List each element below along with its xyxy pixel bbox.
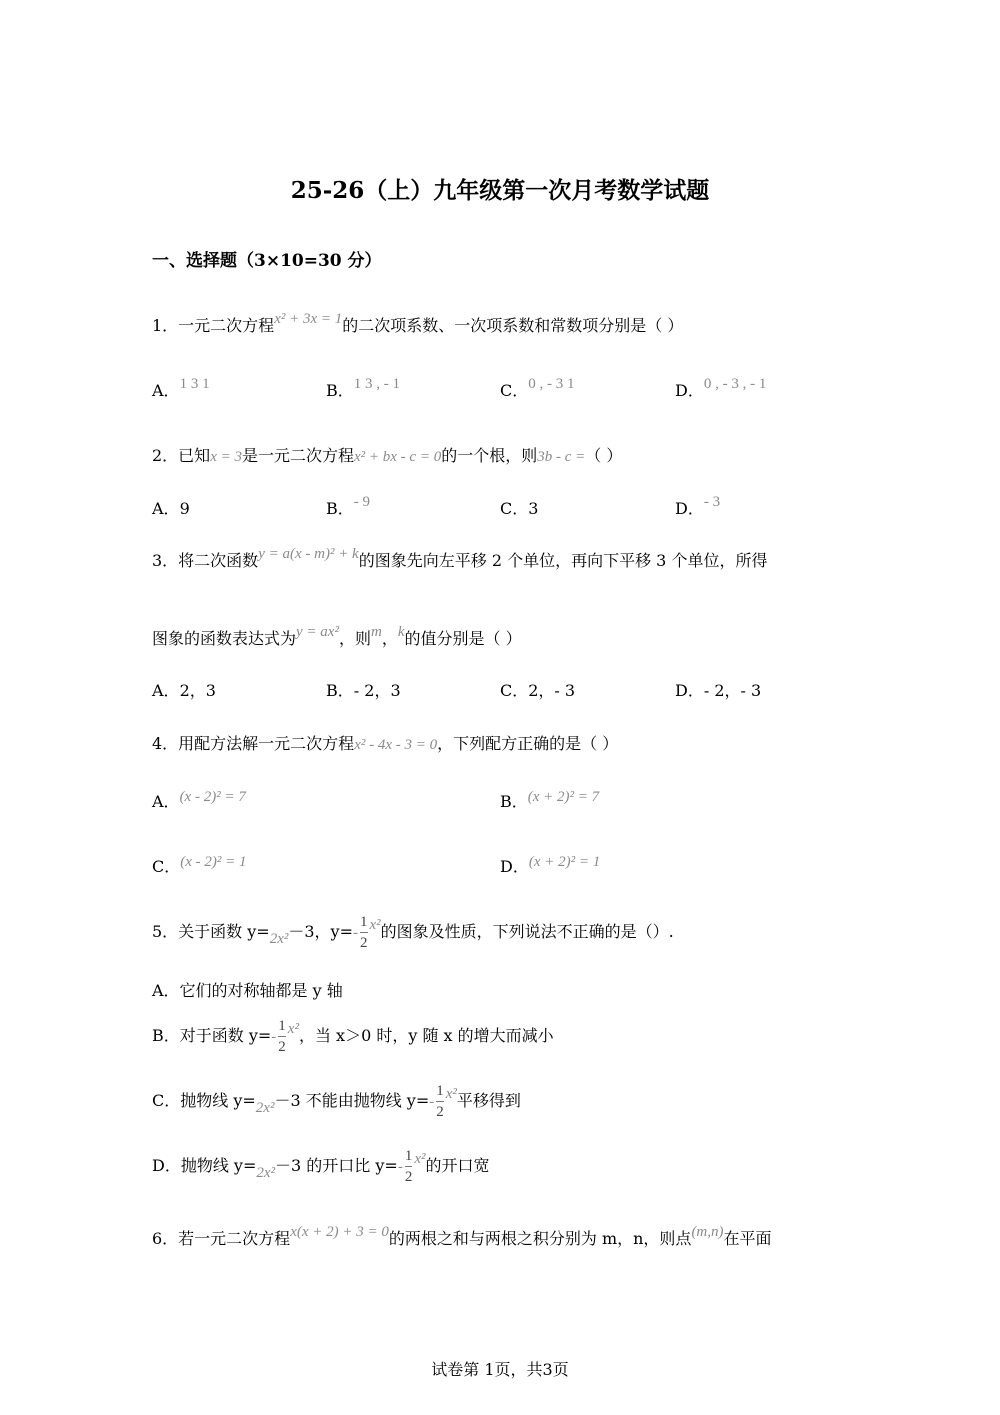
formula: x = 3 — [210, 449, 242, 465]
denominator: 2 — [436, 1104, 444, 1120]
q2-option-a[interactable] — [152, 496, 190, 519]
formula: x² - 4x - 3 = 0 — [354, 737, 438, 753]
formula: 2x² — [269, 931, 289, 947]
option-text: －3 的开口比 y= — [275, 1156, 398, 1175]
q4-option-c[interactable] — [152, 848, 247, 876]
q3-option-d[interactable] — [675, 678, 761, 701]
question-5-stem — [152, 912, 674, 953]
option-text: －3 不能由抛物线 y= — [274, 1091, 430, 1110]
minus-sign: - — [271, 1029, 277, 1045]
q2-option-b[interactable] — [326, 496, 370, 519]
denominator: 2 — [278, 1039, 286, 1055]
question-3-stem-continued — [152, 626, 522, 649]
stem-text: 2．已知 — [152, 446, 211, 465]
option-label: A． — [152, 381, 180, 400]
option-text: B．对于函数 y= — [152, 1026, 272, 1045]
q4-option-a[interactable] — [152, 783, 246, 811]
option-label: C． — [152, 857, 181, 876]
option-label: A． — [152, 792, 180, 811]
q1-option-d[interactable] — [675, 378, 766, 401]
formula: x² — [414, 1151, 426, 1167]
option-value: 1 3 , - 1 — [353, 376, 401, 392]
option-text: ，当 x＞0 时，y 随 x 的增大而减小 — [298, 1026, 554, 1045]
q3-option-c[interactable] — [500, 678, 575, 701]
formula: y = a(x - m)² + k — [258, 546, 359, 562]
formula: x² — [287, 1021, 299, 1037]
option-label: C． — [500, 381, 529, 400]
stem-text: 的图象及性质，下列说法不正确的是（）. — [380, 922, 674, 941]
option-label: D． — [500, 857, 529, 876]
minus-sign: - — [429, 1094, 435, 1110]
q1-option-a[interactable] — [152, 378, 210, 401]
stem-text: 是一元二次方程 — [241, 446, 354, 465]
option-value: (x + 2)² = 1 — [528, 854, 601, 870]
option-value: 1 3 1 — [179, 376, 210, 392]
option-value: (x + 2)² = 7 — [527, 789, 600, 805]
option-value: 2，- 3 — [528, 681, 576, 700]
option-label: C． — [500, 499, 529, 518]
page-title: 25-26（上）九年级第一次月考数学试题 — [290, 177, 710, 204]
fraction — [436, 1081, 444, 1122]
q4-option-d[interactable] — [500, 848, 601, 876]
q5-option-a[interactable]: A．它们的对称轴都是 y 轴 — [152, 981, 343, 1000]
option-label: A． — [152, 499, 180, 518]
option-label: C． — [500, 681, 529, 700]
option-value: - 9 — [353, 494, 371, 510]
option-label: B． — [500, 792, 528, 811]
formula: x² + bx - c = 0 — [353, 449, 442, 465]
numerator: 1 — [405, 1146, 413, 1167]
question-4-stem — [152, 731, 618, 754]
option-text: 平移得到 — [456, 1091, 521, 1110]
formula: x² — [445, 1086, 457, 1102]
stem-text: 图象的函数表达式为 — [152, 629, 297, 648]
option-label: D． — [675, 381, 704, 400]
stem-text: 的图象先向左平移 2 个单位，再向下平移 3 个单位，所得 — [358, 551, 768, 570]
option-value: - 3 — [703, 494, 721, 510]
stem-text: 5．关于函数 y= — [152, 922, 270, 941]
fraction — [360, 912, 368, 953]
q3-option-a[interactable] — [152, 678, 216, 701]
formula: 3b - c = — [537, 449, 586, 465]
q3-option-b[interactable] — [326, 678, 401, 701]
option-value: 9 — [179, 499, 190, 518]
option-value: 3 — [528, 499, 539, 518]
formula: k — [397, 624, 405, 640]
q2-option-d[interactable] — [675, 496, 720, 519]
stem-text: 1．一元二次方程 — [152, 316, 275, 335]
q5-option-b[interactable] — [152, 1016, 554, 1057]
option-value: - 2，- 3 — [703, 681, 762, 700]
q4-option-b[interactable] — [500, 783, 600, 811]
option-label: D． — [675, 499, 704, 518]
formula: y = ax² — [296, 624, 339, 640]
formula: m — [370, 624, 382, 640]
stem-text: 4．用配方法解一元二次方程 — [152, 734, 355, 753]
stem-text: ，下列配方正确的是（ ） — [437, 734, 619, 753]
option-value: (x - 2)² = 1 — [180, 854, 247, 870]
option-label: B． — [326, 681, 354, 700]
option-value: 0 , - 3 1 — [528, 376, 575, 392]
stem-text: 的一个根，则 — [441, 446, 538, 465]
stem-text: －3，y= — [288, 922, 354, 941]
formula: 2x² — [256, 1165, 276, 1181]
fraction — [278, 1016, 286, 1057]
formula: x² + 3x = 1 — [274, 311, 343, 327]
option-text: D．抛物线 y= — [152, 1156, 257, 1175]
q1-option-b[interactable] — [326, 378, 400, 401]
option-label: B． — [326, 381, 354, 400]
stem-text: ，则 — [338, 629, 371, 648]
q2-option-c[interactable] — [500, 496, 538, 519]
denominator: 2 — [360, 935, 368, 951]
stem-text: 的二次项系数、一次项系数和常数项分别是（ ） — [342, 316, 684, 335]
option-value: (x - 2)² = 7 — [179, 789, 246, 805]
numerator: 1 — [360, 912, 368, 933]
q1-option-c[interactable] — [500, 378, 575, 401]
question-6-stem — [152, 1226, 772, 1249]
question-3-stem — [152, 548, 767, 571]
question-2-stem — [152, 443, 622, 466]
numerator: 1 — [278, 1016, 286, 1037]
option-label: B． — [326, 499, 354, 518]
stem-text: 的两根之和与两根之积分别为 m，n，则点 — [388, 1229, 692, 1248]
option-value: 0 , - 3 , - 1 — [703, 376, 767, 392]
page-footer: 试卷第 1页，共3页 — [431, 1360, 569, 1379]
formula: x(x + 2) + 3 = 0 — [290, 1224, 389, 1240]
option-text: C．抛物线 y= — [152, 1091, 256, 1110]
option-label: A． — [152, 681, 180, 700]
stem-text: 在平面 — [723, 1229, 772, 1248]
numerator: 1 — [436, 1081, 444, 1102]
formula: 2x² — [255, 1100, 275, 1116]
stem-text: ， — [381, 629, 398, 648]
q5-option-c[interactable] — [152, 1081, 521, 1122]
stem-text: （ ） — [585, 446, 623, 465]
question-1-stem — [152, 313, 683, 336]
stem-text: 的值分别是（ ） — [404, 629, 522, 648]
section-heading: 一、选择题（3×10=30 分） — [152, 251, 382, 271]
q5-option-d[interactable] — [152, 1146, 490, 1187]
option-value: 2，3 — [179, 681, 216, 700]
minus-sign: - — [353, 925, 359, 941]
stem-text: 6．若一元二次方程 — [152, 1229, 291, 1248]
option-text: 的开口宽 — [425, 1156, 490, 1175]
stem-text: 3．将二次函数 — [152, 551, 259, 570]
option-value: - 2，3 — [353, 681, 401, 700]
fraction — [405, 1146, 413, 1187]
formula: x² — [369, 917, 381, 933]
minus-sign: - — [397, 1159, 403, 1175]
formula: (m,n) — [691, 1224, 724, 1240]
option-label: D． — [675, 681, 704, 700]
denominator: 2 — [404, 1169, 413, 1185]
